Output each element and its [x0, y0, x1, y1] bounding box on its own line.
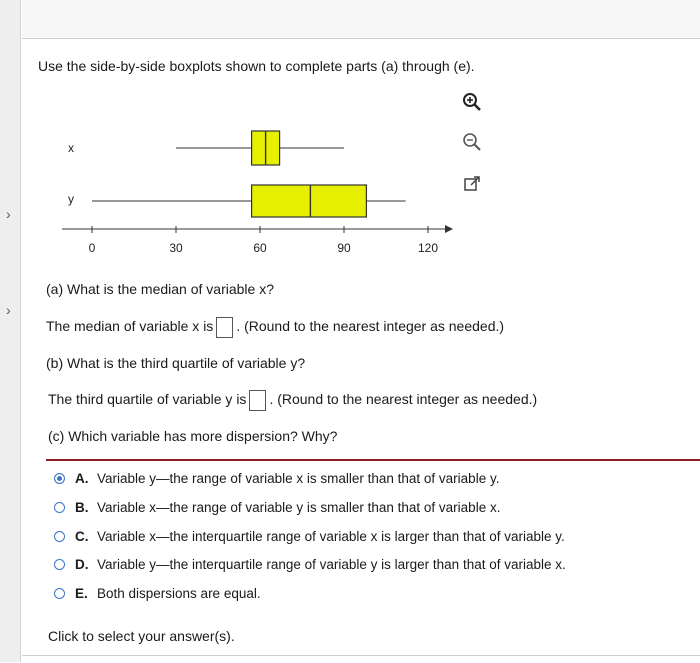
question-a-answer-line: [46, 317, 504, 338]
question-b-suffix: . (Round to the nearest integer as needed.): [269, 391, 538, 408]
choice-e-letter: E.: [75, 585, 88, 601]
choice-e-text: Both dispersions are equal.: [97, 585, 261, 601]
choice-b-letter: B.: [75, 499, 89, 515]
choice-b-radio[interactable]: [54, 502, 65, 513]
median-x-answer-box[interactable]: [216, 317, 233, 338]
expand-arrow-icon-2[interactable]: ›: [6, 302, 11, 318]
choice-d-text: Variable y—the interquartile range of variable y is larger than that of variable x.: [97, 556, 566, 572]
choice-b-text: Variable x—the range of variable y is smaller than that of variable x.: [97, 499, 501, 515]
choice-d-letter: D.: [75, 556, 89, 572]
tick-label-120: 120: [417, 241, 439, 255]
question-b-label: (b) What is the third quartile of variable y?: [46, 355, 306, 371]
footer-hint: Click to select your answer(s).: [48, 628, 235, 644]
q3-y-answer-box[interactable]: [249, 390, 266, 411]
choice-c-letter: C.: [75, 528, 89, 544]
choice-a-letter: A.: [75, 470, 89, 486]
zoom-in-icon: [462, 92, 482, 112]
choice-c[interactable]: [54, 525, 565, 547]
question-a-prefix: The median of variable x is: [46, 318, 214, 335]
bottom-divider: [22, 655, 700, 656]
zoom-out-icon: [462, 132, 482, 152]
external-link-icon: [463, 175, 481, 193]
zoom-out-button[interactable]: [458, 128, 486, 156]
zoom-in-button[interactable]: [458, 88, 486, 116]
series-label-x: x: [68, 141, 74, 155]
choice-c-radio[interactable]: [54, 531, 65, 542]
choice-d-radio[interactable]: [54, 559, 65, 570]
choice-c-text: Variable x—the interquartile range of variable x is larger than that of variable y.: [97, 528, 565, 544]
tick-label-30: 30: [169, 241, 183, 255]
choice-e-radio[interactable]: [54, 588, 65, 599]
popout-button[interactable]: [458, 170, 486, 198]
choice-list: [46, 459, 700, 613]
x-axis-arrow: [445, 225, 453, 233]
question-b-prefix: The third quartile of variable y is: [48, 391, 247, 408]
question-a-suffix: . (Round to the nearest integer as needed.): [236, 318, 505, 335]
choice-b[interactable]: [54, 496, 500, 518]
question-a-label: (a) What is the median of variable x?: [46, 281, 274, 297]
question-b-answer-line: [48, 390, 537, 411]
tick-label-90: 90: [337, 241, 351, 255]
choice-a-text: Variable y—the range of variable x is smaller than that of variable y.: [97, 470, 500, 486]
box-y: [252, 185, 367, 217]
series-label-y: y: [68, 192, 74, 206]
question-prompt: Use the side-by-side boxplots shown to complete parts (a) through (e).: [38, 58, 475, 74]
choice-a[interactable]: [54, 467, 499, 489]
tick-label-0: 0: [88, 241, 96, 255]
boxplot-chart: [0, 0, 700, 290]
tick-label-60: 60: [253, 241, 267, 255]
choice-e[interactable]: [54, 582, 261, 604]
expand-arrow-icon[interactable]: ›: [6, 206, 11, 222]
question-c-label: (c) Which variable has more dispersion? Why?: [48, 428, 338, 444]
choice-a-radio[interactable]: [54, 473, 65, 484]
choice-d[interactable]: [54, 553, 566, 575]
